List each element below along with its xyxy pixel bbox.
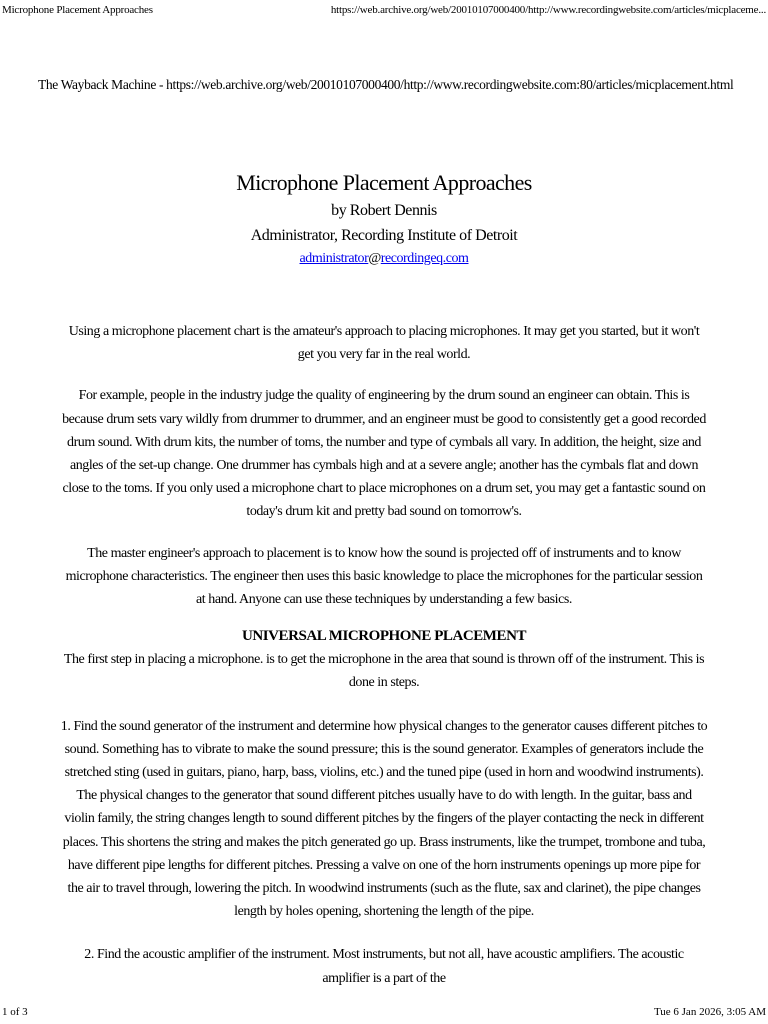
intro-paragraph-2: For example, people in the industry judge the quality of engineering by the drum sound an engineer can obtain. This is because drum sets vary wildly from drummer to drummer, and an engineer must be good to consistently get a good recorded drum sound. With drum kits, the number of toms, the number and type of cymbals all vary. In addition, the height, size and angles of the set-up change. One drummer has cymbals high and at a severe angle; another has the cymbals flat and down close to the toms. If you only used a microphone chart to place microphones on a drum set, you may get a fantastic sound on today's drum kit and pretty bad sound on tomorrow's. xyxy=(62,388,706,520)
article xyxy=(60,168,708,990)
print-header-url: https://web.archive.org/web/20010107000400/http://www.recordingwebsite.com/articles/micplaceme... xyxy=(330,4,766,16)
email-user-link[interactable]: administrator xyxy=(299,251,369,266)
article-title: Microphone Placement Approaches xyxy=(236,170,532,195)
article-byline: by Robert Dennis xyxy=(331,202,437,219)
email-domain-link[interactable]: recordingeq.com xyxy=(380,251,469,266)
section-paragraph-3: 2. Find the acoustic amplifier of the instrument. Most instruments, but not all, have acoustic amplifiers. The acoustic amplifier is a part of the xyxy=(84,947,684,986)
author-email xyxy=(60,248,708,270)
print-header-title: Microphone Placement Approaches xyxy=(2,4,153,16)
print-footer xyxy=(2,1004,766,1020)
intro-paragraph-3: The master engineer's approach to placement is to know how the sound is projected off of instruments and to know microphone characteristics. The engineer then uses this basic knowledge to place the microphones for the particular session at hand. Anyone can use these techniques by understanding a few basics. xyxy=(65,545,703,608)
section-paragraph-2: 1. Find the sound generator of the instrument and determine how physical changes to the generator causes different pitches to sound. Something has to vibrate to make the sound pressure; this is the sound generator. Examples of generators include the stretched sting (used in guitars, piano, harp, bass, violins, etc.) and the tuned pipe (used in horn and woodwind instruments). The physical changes to the generator that sound different pitches usually have to do with length. In the guitar, bass and violin family, the string changes length to sound different pitches by the fingers of the player contacting the neck in different places. This shortens the string and makes the pitch generated go up. Brass instruments, like the trumpet, trombone and tuba, have different pipe lengths for different pitches. Pressing a valve on one of the horn instruments openings up more pipe for the air to travel through, lowering the pitch. In woodwind instruments (such as the flute, sax and clarinet), the pipe changes length by holes opening, shortening the length of the pipe. xyxy=(60,718,708,920)
intro-paragraph-1: Using a microphone placement chart is the amateur's approach to placing microphones. It may get you started, but it won't get you very far in the real world. xyxy=(68,324,700,363)
section-paragraph-1: The first step in placing a microphone. is to get the microphone in the area that sound is thrown off of the instrument. This is done in steps. xyxy=(63,652,705,691)
section-heading: UNIVERSAL MICROPHONE PLACEMENT xyxy=(241,628,527,645)
print-date: Tue 6 Jan 2026, 3:05 AM xyxy=(653,1006,766,1018)
email-at: @ xyxy=(368,251,381,266)
wayback-banner: The Wayback Machine - https://web.archive.org/web/20010107000400/http://www.recordingwebsite.com:80/articles/micplacement.html xyxy=(38,77,734,92)
page-number: 1 of 3 xyxy=(2,1006,28,1018)
print-header xyxy=(2,2,766,18)
article-affiliation: Administrator, Recording Institute of Detroit xyxy=(250,227,518,244)
